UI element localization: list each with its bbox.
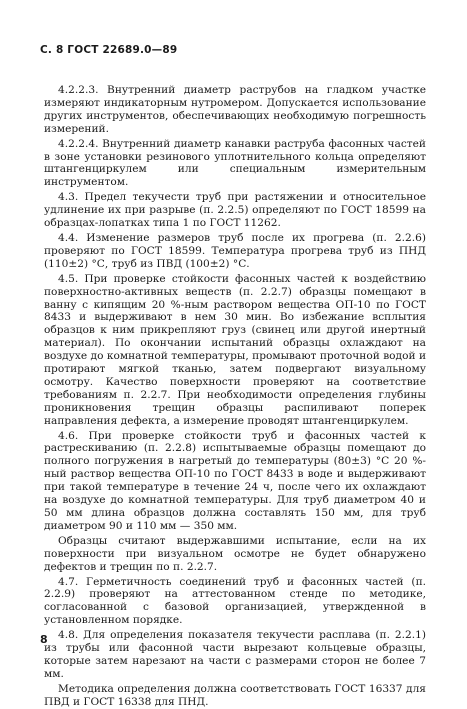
document-body xyxy=(44,84,426,709)
paragraph-4-4: 4.4. Изменение размеров труб после их прогрева (п. 2.2.6) проверяют по ГОСТ 18599. Температура прогрева труб из ПНД (110±2) °С, труб из ПВД (100±2) °С. xyxy=(44,231,426,270)
paragraph-4-6: 4.6. При проверке стойкости труб и фасонных частей к растрескиванию (п. 2.2.8) испытываемые образцы помещают до полного погружения в нагретый до температуры (80±3) °С 20 %-ный раствор вещества ОП-10 по ГОСТ 8433 в воде и выдерживают при такой температуре в течение 24 ч, после чего их охлаждают на воздухе до комнатной температуры. Для труб диаметром 40 и 50 мм длина образцов должна составлять 150 мм, для труб диаметром 90 и 110 мм — 350 мм. xyxy=(44,429,426,532)
paragraph-4-5: 4.5. При проверке стойкости фасонных частей к воздействию поверхностно-активных веществ (п. 2.2.7) образцы помещают в ванну с кипящим 20 %-ным раствором вещества ОП-10 по ГОСТ 8433 и выдерживают в нем 30 мин. Во избежание всплытия образцов к ним прикрепляют груз (свинец или другой инертный материал). По окончании испытаний образцы охлаждают на воздухе до комнатной температуры, промывают проточной водой и протирают мягкой тканью, затем подвергают визуальному осмотру. Качество поверхности проверяют на соответствие требованиям п. 2.2.7. При необходимости определения глубины проникновения трещин образцы распиливают поперек направления дефекта, а измерение проводят штангенциркулем. xyxy=(44,272,426,427)
paragraph-4-7: 4.7. Герметичность соединений труб и фасонных частей (п. 2.2.9) проверяют на аттестованном стенде по методике, согласованной с базовой организацией, утвержденной в установленном порядке. xyxy=(44,575,426,627)
page-number: 8 xyxy=(40,633,48,646)
paragraph-4-8: 4.8. Для определения показателя текучести расплава (п. 2.2.1) из трубы или фасонной части вырезают кольцевые образцы, которые затем нарезают на части с размерами сторон не более 7 мм. xyxy=(44,629,426,680)
paragraph-4-2-2-4: 4.2.2.4. Внутренний диаметр канавки раструба фасонных частей в зоне установки резинового уплотнительного кольца определяют штангенциркулем или специальным измерительным инструментом. xyxy=(44,137,426,189)
paragraph-4-3: 4.3. Предел текучести труб при растяжении и относительное удлинение их при разрыве (п. 2.2.5) определяют по ГОСТ 18599 на образцах-лопатках типа 1 по ГОСТ 11262. xyxy=(44,191,426,230)
paragraph-4-2-2-3: 4.2.2.3. Внутренний диаметр раструбов на гладком участке измеряют индикаторным нутромером. Допускается использование других инструментов, обеспечивающих необходимую погрешность измерений. xyxy=(44,84,426,135)
paragraph-4-8-method: Методика определения должна соответствовать ГОСТ 16337 для ПВД и ГОСТ 16338 для ПНД. xyxy=(44,682,426,708)
paragraph-4-6-result: Образцы считают выдержавшими испытание, если на их поверхности при визуальном осмотре не будет обнаружено дефектов и трещин по п. 2.2.7. xyxy=(44,534,426,573)
page-header: С. 8 ГОСТ 22689.0—89 xyxy=(40,44,178,56)
